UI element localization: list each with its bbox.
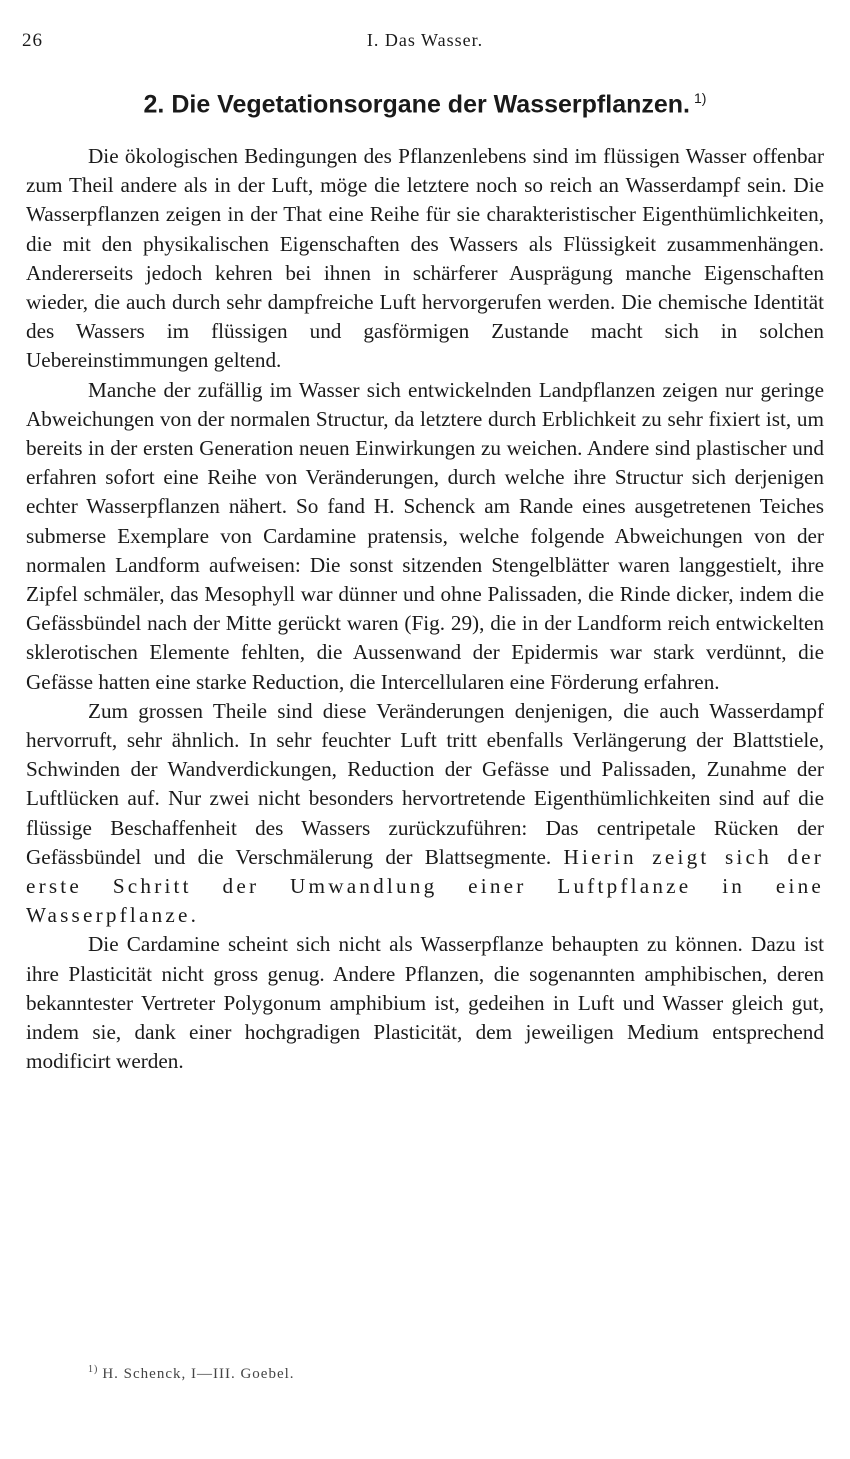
emphasized-text: Hierin zeigt sich der erste Schritt der Umwandlung einer Luftpflanze in eine Wasserpflanze.: [26, 844, 825, 928]
paragraph: [26, 697, 824, 931]
page-header: [0, 30, 850, 60]
body-text: [26, 142, 824, 1077]
paragraph: Manche der zufällig im Wasser sich entwickelnden Landpflanzen zeigen nur geringe Abweichungen von der normalen Structur, da letztere durch Erblichkeit zu sehr fixiert ist, um bereits in der ersten Generation neuen Einwirkungen zu weichen. Andere sind plastischer und erfahren sofort eine Reihe von Veränderungen, durch welche ihre Structur sich derjenigen echter Wasserpflanzen nähert. So fand H. Schenck am Rande eines ausgetretenen Teiches submerse Exemplare von Cardamine pratensis, welche folgende Abweichungen von der normalen Landform aufweisen: Die sonst sitzenden Stengelblätter waren langgestielt, ihre Zipfel schmäler, das Mesophyll war dünner und ohne Palissaden, die Rinde dicker, indem die Gefässbündel nach der Mitte gerückt waren (Fig. 29), die in der Landform reich entwickelten sklerotischen Elemente fehlten, die Aussenwand der Epidermis war stark verdünnt, die Gefässe hatten eine starke Reduction, die Intercellularen eine Förderung erfahren.: [26, 377, 824, 694]
footnote-text: H. Schenck, I—III. Goebel.: [102, 1366, 295, 1382]
footnote: [88, 1364, 295, 1383]
running-title: I. Das Wasser.: [366, 30, 484, 50]
page-number: 26: [22, 30, 43, 51]
paragraph: Die ökologischen Bedingungen des Pflanzenlebens sind im flüssigen Wasser offenbar zum Theil andere als in der Luft, möge die letztere noch so reich an Wasserdampf sein. Die Wasserpflanzen zeigen in der That eine Reihe für sie charakteristischer Eigenthümlichkeiten, die mit den physikalischen Eigenschaften des Wassers als Flüssigkeit zusammenhängen. Andererseits jedoch kehren bei ihnen in schärferer Ausprägung manche Eigenschaften wieder, die auch durch sehr dampfreiche Luft hervorgerufen werden. Die chemische Identität des Wassers im flüssigen und gasförmigen Zustande macht sich in solchen Uebereinstimmungen geltend.: [26, 144, 824, 373]
paragraph: Die Cardamine scheint sich nicht als Wasserpflanze behaupten zu können. Dazu ist ihre Plasticität nicht gross genug. Andere Pflanzen, die sogenannten amphibischen, deren bekanntester Vertreter Polygonum amphibium ist, gedeihen in Luft und Wasser gleich gut, indem sie, dank einer hochgradigen Plasticität, dem jeweiligen Medium entsprechend modificirt werden.: [26, 932, 824, 1074]
footnote-reference: 1): [694, 90, 707, 106]
footnote-marker: 1): [88, 1364, 99, 1375]
paragraph-text: Zum grossen Theile sind diese Veränderungen denjenigen, die auch Wasserdampf hervorruft, sehr ähnlich. In sehr feuchter Luft tritt ebenfalls Verlängerung der Blattstiele, Schwinden der Wandverdickungen, Reduction der Gefässe und Palissaden, Zunahme der Luftlücken auf. Nur zwei nicht besonders hervortretende Eigenthümlichkeiten sind auf die flüssige Beschaffenheit des Wassers zurückzuführen: Das centripetale Rücken der Gefässbündel und die Verschmälerung der Blattsegmente.: [26, 698, 824, 869]
section-title-text: 2. Die Vegetationsorgane der Wasserpflanzen.: [143, 90, 690, 119]
section-title: [0, 90, 850, 119]
